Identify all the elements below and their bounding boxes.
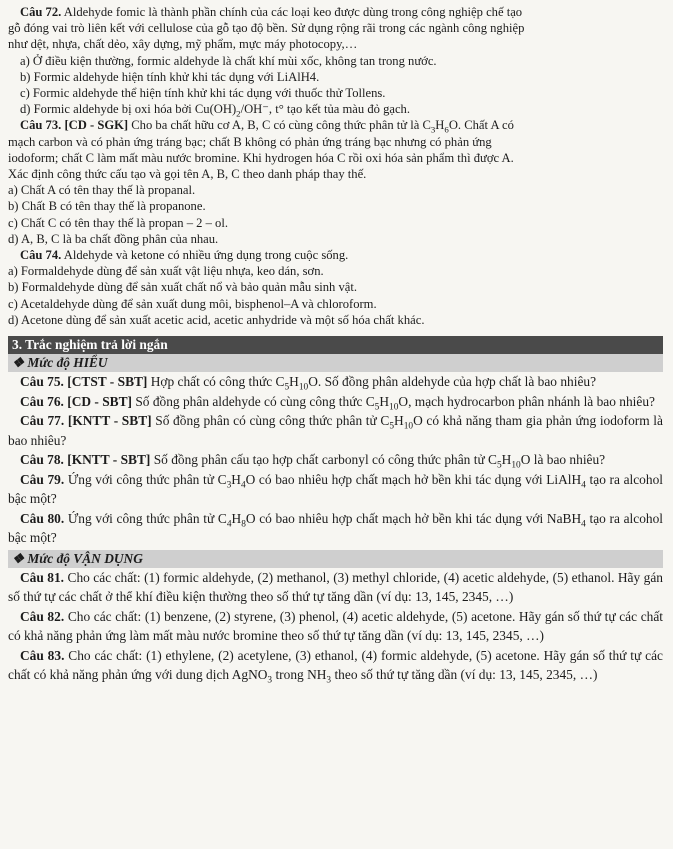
question-77: Câu 77. [KNTT - SBT] Số đồng phân có cùng công thức phân tử $C_5H_{10}O$ có khả năng tham gia phản ứng iodoform là bao nhiêu? [8, 413, 663, 448]
question-74 [8, 247, 663, 328]
q73-option-d: d) A, B, C là ba chất đồng phân của nhau. [8, 231, 219, 246]
question-73 [8, 117, 663, 247]
level-heading-van-dung: ❖ Mức độ VẬN DỤNG [8, 550, 663, 568]
question-81: Câu 81. Cho các chất: (1) formic aldehyde, (2) methanol, (3) methyl chloride, (4) acetic aldehyde, (5) ethanol. Hãy gán số thứ tự các chất ở thể khí điều kiện thường theo số thứ tự tăng dần (ví dụ: 13, 145, 2345, …) [8, 569, 663, 605]
q72-option-a: a) Ở điều kiện thường, formic aldehyde là chất khí mùi xốc, không tan trong nước. [20, 53, 437, 68]
q72-option-c: c) Formic aldehyde thể hiện tính khử khi tác dụng với thuốc thử Tollens. [20, 86, 386, 101]
level-heading-hieu: ❖ Mức độ HIỂU [8, 354, 663, 372]
q72-option-d: d) Formic aldehyde bị oxi hóa bởi $Cu(OH)_2/OH^-$, t° tạo kết tủa màu đỏ gạch. [20, 102, 410, 118]
question-79: Câu 79. Ứng với công thức phân tử $C_3H_4O$ có bao nhiêu hợp chất mạch hở bền khi tác dụng với LiAlH$_4$ tạo ra alcohol bậc một? [8, 471, 663, 507]
q72-option-b: b) Formic aldehyde hiện tính khử khi tác dụng với LiAlH4. [20, 69, 320, 84]
q73-option-b: b) Chất B có tên thay thế là propanone. [8, 199, 206, 214]
q72-intro-line-1: Câu 72. Aldehyde fomic là thành phần chính của các loại keo được dùng trong công nghiệp chế tạo [20, 5, 523, 19]
question-75: Câu 75. [CTST - SBT] Hợp chất có công thức $C_5H_{10}O$. Số đồng phân aldehyde của hợp chất là bao nhiêu? [20, 374, 597, 393]
question-78: Câu 78. [KNTT - SBT] Số đồng phân cấu tạo hợp chất carbonyl có công thức phân tử $C_5H_{10}O$ là bao nhiêu? [20, 452, 606, 471]
q74-intro: Câu 74. Aldehyde và ketone có nhiều ứng dụng trong cuộc sống. [20, 248, 349, 263]
q72-intro-line-2: gỗ đóng vai trò liên kết với cellulose của gỗ tạo độ bền. Sử dụng rộng rãi trong các ngành công nghiệp [8, 21, 525, 36]
q73-line-3: iodoform; chất C làm mất màu nước bromine. Khi hydrogen hóa C rồi oxi hóa sản phẩm thì được A. [8, 150, 514, 165]
question-82: Câu 82. Cho các chất: (1) benzene, (2) styrene, (3) phenol, (4) acetic aldehyde, (5) acetone. Hãy gán số thứ tự các chất có khả năng phản ứng làm mất màu nước bromine theo số thứ tự tăng dần (ví dụ: 13, 145, 2345, …) [8, 608, 663, 644]
q74-option-d: d) Acetone dùng để sản xuất acetic acid, acetic anhydride và một số hóa chất khác. [8, 312, 425, 327]
q73-line-4: Xác định công thức cấu tạo và gọi tên A, B, C theo danh pháp thay thế. [8, 167, 367, 182]
q73-option-a: a) Chất A có tên thay thế là propanal. [8, 183, 196, 198]
q74-option-a: a) Formaldehyde dùng để sản xuất vật liệu nhựa, keo dán, sơn. [8, 264, 324, 279]
q73-line-2: mạch carbon và có phản ứng tráng bạc; chất B không có phản ứng tráng bạc nhưng có phản ứng [8, 134, 492, 149]
section-heading-short-answer: 3. Trắc nghiệm trả lời ngắn [8, 336, 663, 354]
question-72 [8, 4, 663, 117]
q74-option-b: b) Formaldehyde dùng để sản xuất chất nổ và bảo quản mẫu sinh vật. [8, 280, 358, 295]
q73-option-c: c) Chất C có tên thay thế là propan – 2 – ol. [8, 215, 228, 230]
question-83: Câu 83. Cho các chất: (1) ethylene, (2) acetylene, (3) ethanol, (4) formic aldehyde, (5) acetone. Hãy gán số thứ tự các chất có khả năng phản ứng với dung dịch AgNO$_3$ trong $NH_3$ theo số thứ tự tăng dần (ví dụ: 13, 145, 2345, …) [8, 647, 663, 686]
question-80: Câu 80. Ứng với công thức phân tử $C_4H_8O$ có bao nhiêu hợp chất mạch hở bền khi tác dụng với NaBH$_4$ tạo ra alcohol bậc một? [8, 510, 664, 546]
q74-option-c: c) Acetaldehyde dùng để sản xuất dung môi, bisphenol–A và chloroform. [8, 296, 377, 311]
question-76: Câu 76. [CD - SBT] Số đồng phân aldehyde có cùng công thức $C_5H_{10}O$, mạch hydrocarbon phân nhánh là bao nhiêu? [20, 393, 655, 413]
q72-intro-line-3: như dệt, nhựa, chất dẻo, xây dựng, mỹ phẩm, mực máy photocopy,… [8, 37, 358, 52]
q73-line-1: Câu 73. [CD - SGK] Cho ba chất hữu cơ A, B, C có cùng công thức phân tử là $C_3H_6O$. Chất A có [20, 118, 514, 134]
